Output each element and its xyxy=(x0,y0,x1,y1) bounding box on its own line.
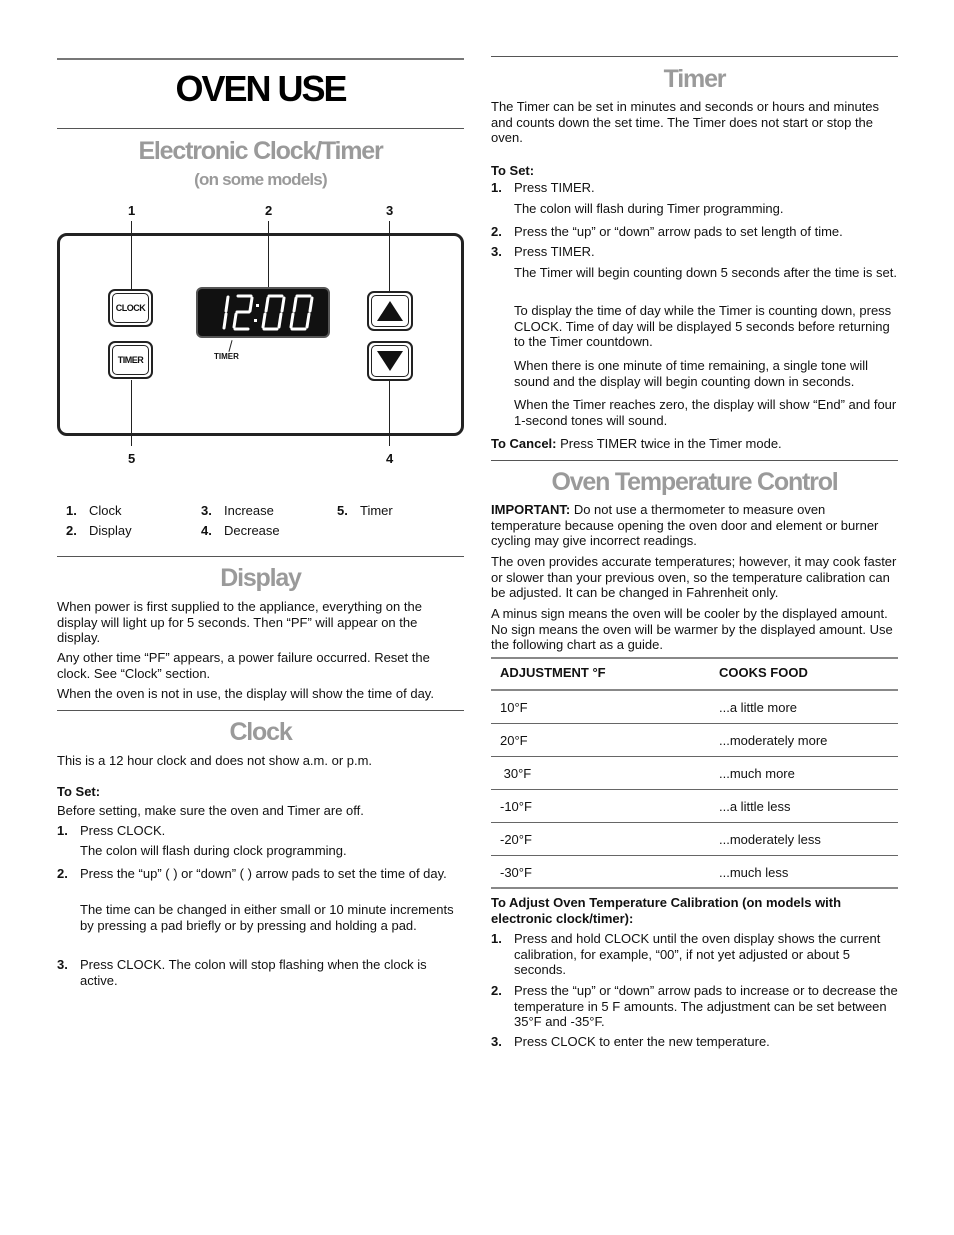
temp-paragraph: A minus sign means the oven will be cooler by the displayed amount. No sign means the oven will be warmer by the displayed amount. Use the following chart as a guide. xyxy=(491,606,893,653)
timer-indicator-label: TIMER xyxy=(214,352,239,361)
clock-button[interactable]: CLOCK xyxy=(108,289,153,327)
callout-line xyxy=(389,380,390,446)
legend-number: 1. xyxy=(66,503,77,518)
table-cell: ...moderately less xyxy=(719,832,821,847)
divider xyxy=(491,56,898,57)
to-set-heading: To Set: xyxy=(57,784,101,799)
divider xyxy=(57,556,464,557)
divider xyxy=(57,128,464,129)
step-number: 3. xyxy=(57,957,68,972)
legend-label: Decrease xyxy=(224,523,280,538)
callout-2: 2 xyxy=(265,203,273,218)
step-note: To display the time of day while the Timer is counting down, press CLOCK. Time of day will be displayed 5 seconds before returning to the Timer countdown. xyxy=(514,303,892,350)
legend-number: 5. xyxy=(337,503,348,518)
step-note: The time can be changed in either small or 10 minute increments by pressing a pad briefly or by pressing and holding a pad. xyxy=(80,902,454,933)
step-note: When the Timer reaches zero, the display will show “End” and four 1-second tones will sound. xyxy=(514,397,897,428)
table-header: ADJUSTMENT °F xyxy=(500,665,606,680)
step-text: Press CLOCK. xyxy=(80,823,166,838)
temp-control-heading: Oven Temperature Control xyxy=(551,468,838,496)
display-heading: Display xyxy=(220,564,301,592)
legend-number: 2. xyxy=(66,523,77,538)
table-header: COOKS FOOD xyxy=(719,665,808,680)
clock-timer-heading: Electronic Clock/Timer xyxy=(138,137,383,165)
table-cell: 10°F xyxy=(500,700,528,715)
step-text: Press and hold CLOCK until the oven display shows the current calibration, for example, “00”, if not yet adjusted or about 5 seconds. xyxy=(514,931,881,978)
step-text: Press the “up” or “down” arrow pads to set length of time. xyxy=(514,224,843,239)
divider xyxy=(491,460,898,461)
display-paragraph: When power is first supplied to the appliance, everything on the display will light up for 5 seconds. Then “PF” will appear on the display. xyxy=(57,599,422,646)
table-row xyxy=(491,724,898,757)
cancel-label: To Cancel: xyxy=(491,436,557,451)
temp-paragraph: The oven provides accurate temperatures; however, it may cook faster or slower than your previous oven, so the temperature calibration can be adjusted. It can be changed in Fahrenheit only. xyxy=(491,554,897,601)
callout-3: 3 xyxy=(386,203,394,218)
step-text: Press CLOCK. The colon will stop flashing when the clock is active. xyxy=(80,957,427,988)
step-note: The colon will flash during clock programming. xyxy=(80,843,347,858)
important-label: IMPORTANT: xyxy=(491,502,571,517)
timer-indicator-mark xyxy=(228,340,232,352)
step-number: 1. xyxy=(491,931,502,946)
step-note: When there is one minute of time remaining, a single tone will sound and the display will begin counting down in seconds. xyxy=(514,358,869,389)
callout-1: 1 xyxy=(128,203,136,218)
table-cell: ...much less xyxy=(719,865,789,880)
callout-4: 4 xyxy=(386,451,394,466)
step-number: 2. xyxy=(57,866,68,881)
table-cell: -10°F xyxy=(500,799,532,814)
down-arrow-button[interactable] xyxy=(367,341,413,381)
up-arrow-button[interactable] xyxy=(367,291,413,331)
step-text: Press the “up” or “down” arrow pads to increase or to decrease the temperature in 5 F amounts. The adjustment can be set between 35°F and -35°F. xyxy=(514,983,898,1030)
to-set-heading: To Set: xyxy=(491,163,535,178)
callout-5: 5 xyxy=(128,451,136,466)
legend-number: 3. xyxy=(201,503,212,518)
step-number: 1. xyxy=(491,180,502,195)
down-arrow-icon xyxy=(375,349,405,373)
control-panel xyxy=(57,233,464,436)
step-number: 1. xyxy=(57,823,68,838)
table-cell: -20°F xyxy=(500,832,532,847)
legend-label: Display xyxy=(89,523,132,538)
table-row xyxy=(491,757,898,790)
step-note: The Timer will begin counting down 5 seconds after the time is set. xyxy=(514,265,897,280)
table-cell: 20°F xyxy=(500,733,528,748)
table-row xyxy=(491,823,898,856)
table-cell: ...a little more xyxy=(719,700,798,715)
adjust-heading: To Adjust Oven Temperature Calibration (on models with electronic clock/timer): xyxy=(491,895,842,926)
cancel-text: Press TIMER twice in the Timer mode. xyxy=(556,436,782,451)
table-row xyxy=(491,691,898,724)
step-text: Press TIMER. xyxy=(514,180,595,195)
table-cell: -30°F xyxy=(500,865,532,880)
legend-label: Clock xyxy=(89,503,122,518)
important-text: Do not use a thermometer to measure oven temperature because opening the oven door and element or burner cycling may give incorrect readings. xyxy=(491,502,879,549)
step-number: 2. xyxy=(491,983,502,998)
clock-timer-subheading: (on some models) xyxy=(194,170,327,189)
step-text: Press CLOCK to enter the new temperature. xyxy=(514,1034,770,1049)
clock-before: Before setting, make sure the oven and Timer are off. xyxy=(57,803,364,818)
divider xyxy=(57,58,464,60)
display-paragraph: When the oven is not in use, the display will show the time of day. xyxy=(57,686,434,701)
table-cell: ...moderately more xyxy=(719,733,828,748)
legend-number: 4. xyxy=(201,523,212,538)
table-cell: 30°F xyxy=(500,766,532,781)
page-title: OVEN USE xyxy=(175,68,346,109)
display-paragraph: Any other time “PF” appears, a power failure occurred. Reset the clock. See “Clock” section. xyxy=(57,650,430,681)
legend-label: Increase xyxy=(224,503,274,518)
step-number: 3. xyxy=(491,1034,502,1049)
step-note: The colon will flash during Timer programming. xyxy=(514,201,784,216)
timer-heading: Timer xyxy=(663,65,726,93)
important-paragraph xyxy=(491,502,898,549)
timer-button[interactable]: TIMER xyxy=(108,341,153,379)
clock-display xyxy=(196,287,330,338)
table-cell: ...a little less xyxy=(719,799,791,814)
step-text: Press TIMER. xyxy=(514,244,595,259)
divider xyxy=(57,710,464,711)
clock-intro: This is a 12 hour clock and does not show a.m. or p.m. xyxy=(57,753,373,768)
up-arrow-icon xyxy=(375,299,405,323)
callout-line xyxy=(131,380,132,446)
step-number: 2. xyxy=(491,224,502,239)
display-digits xyxy=(198,289,328,336)
step-number: 3. xyxy=(491,244,502,259)
step-text: Press the “up” ( ) or “down” ( ) arrow pads to set the time of day. xyxy=(80,866,447,881)
table-cell: ...much more xyxy=(719,766,795,781)
legend-label: Timer xyxy=(360,503,393,518)
table-row xyxy=(491,790,898,823)
timer-cancel xyxy=(491,436,898,452)
table-row xyxy=(491,856,898,889)
timer-intro: The Timer can be set in minutes and seconds or hours and minutes and counts down the set time. The Timer does not start or stop the oven. xyxy=(491,99,880,146)
table-header-row xyxy=(491,657,898,691)
clock-heading: Clock xyxy=(229,718,292,746)
